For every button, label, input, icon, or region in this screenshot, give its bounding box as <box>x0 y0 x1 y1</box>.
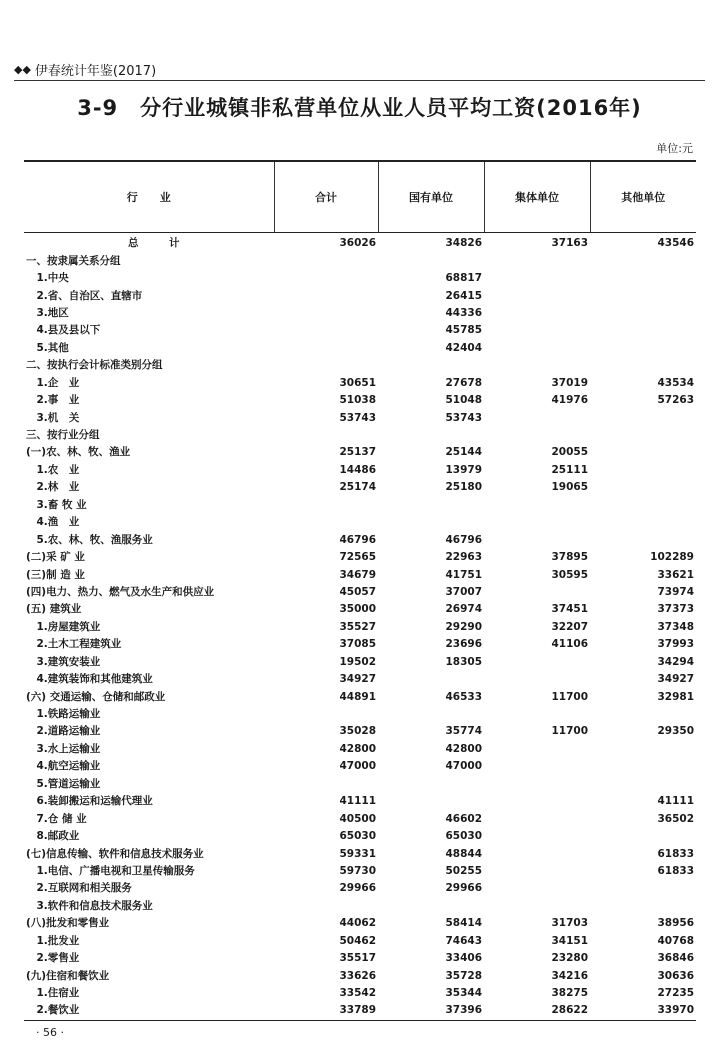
cell-other <box>590 427 696 444</box>
cell-total: 46796 <box>339 533 376 546</box>
table-row <box>24 793 696 810</box>
row-label: (五) 建筑业 <box>26 603 82 616</box>
table-row <box>24 252 696 269</box>
table-row <box>24 915 696 932</box>
row-label: 二、按执行会计标准类别分组 <box>26 359 163 372</box>
cell-other <box>590 462 696 479</box>
cell-total: 33626 <box>339 969 376 982</box>
cell-other: 36502 <box>657 812 694 825</box>
cell-state-owned: 53743 <box>445 411 482 424</box>
table-row <box>24 950 696 967</box>
table-row <box>24 845 696 862</box>
table-row <box>24 444 696 461</box>
cell-other: 41111 <box>657 795 694 808</box>
column-header-total: 合计 <box>274 161 378 233</box>
cell-collective <box>484 270 590 287</box>
cell-state-owned: 26415 <box>445 289 482 302</box>
column-header-collective: 集体单位 <box>484 161 590 233</box>
cell-other: 38956 <box>657 917 694 930</box>
cell-collective: 37451 <box>551 603 588 616</box>
cell-total: 47000 <box>339 760 376 773</box>
row-label: 5.农、林、牧、渔服务业 <box>26 533 153 546</box>
cell-state-owned: 74643 <box>445 934 482 947</box>
running-header <box>14 60 156 79</box>
row-label: (一)农、林、牧、渔业 <box>26 446 131 459</box>
cell-total <box>274 340 378 357</box>
cell-collective <box>484 793 590 810</box>
cell-state-owned: 18305 <box>445 655 482 668</box>
cell-total: 65030 <box>339 830 376 843</box>
cell-collective: 11700 <box>551 725 588 738</box>
cell-state-owned: 46602 <box>445 812 482 825</box>
cell-state-owned: 47000 <box>445 760 482 773</box>
row-label: 3.软件和信息技术服务业 <box>26 899 153 912</box>
cell-other: 36846 <box>657 952 694 965</box>
cell-total: 37085 <box>339 638 376 651</box>
cell-total <box>274 252 378 269</box>
table-row <box>24 584 696 601</box>
cell-other: 34927 <box>657 673 694 686</box>
cell-total: 45057 <box>339 585 376 598</box>
cell-state-owned <box>378 793 484 810</box>
cell-state-owned: 37007 <box>445 585 482 598</box>
cell-state-owned <box>378 497 484 514</box>
cell-state-owned: 35344 <box>445 987 482 1000</box>
table-row <box>24 828 696 845</box>
table-row <box>24 933 696 950</box>
cell-total: 40500 <box>339 812 376 825</box>
cell-other <box>590 409 696 426</box>
cell-other: 40768 <box>657 934 694 947</box>
cell-total: 19502 <box>339 655 376 668</box>
row-label: 5.其他 <box>26 341 69 354</box>
cell-total: 35527 <box>339 620 376 633</box>
row-label: 4.渔 业 <box>26 516 80 529</box>
cell-other <box>590 322 696 339</box>
cell-state-owned: 35728 <box>445 969 482 982</box>
cell-collective: 11700 <box>551 690 588 703</box>
cell-total <box>274 305 378 322</box>
cell-other: 102289 <box>650 551 694 564</box>
cell-collective: 41976 <box>551 394 588 407</box>
cell-state-owned: 46796 <box>445 533 482 546</box>
cell-other <box>590 270 696 287</box>
cell-state-owned: 65030 <box>445 830 482 843</box>
cell-total: 34679 <box>339 568 376 581</box>
table-row <box>24 270 696 287</box>
row-label: 4.航空运输业 <box>26 760 101 773</box>
cell-state-owned: 22963 <box>445 551 482 564</box>
cell-collective <box>484 357 590 374</box>
cell-total <box>274 706 378 723</box>
table-row <box>24 305 696 322</box>
cell-other: 37373 <box>657 603 694 616</box>
cell-total: 59730 <box>339 864 376 877</box>
cell-state-owned: 68817 <box>445 272 482 285</box>
cell-other <box>590 758 696 775</box>
cell-total: 35517 <box>339 952 376 965</box>
cell-other <box>590 252 696 269</box>
table-row <box>24 810 696 827</box>
cell-other: 30636 <box>657 969 694 982</box>
cell-other <box>590 741 696 758</box>
cell-state-owned: 46533 <box>445 690 482 703</box>
cell-other <box>590 514 696 531</box>
cell-collective <box>484 305 590 322</box>
table-row <box>24 898 696 915</box>
header-divider <box>14 80 705 81</box>
cell-total <box>274 514 378 531</box>
diamond-bullet-icon: ◆◆ <box>14 63 31 76</box>
cell-total: 72565 <box>339 551 376 564</box>
table-row <box>24 549 696 566</box>
cell-state-owned <box>378 427 484 444</box>
table-row <box>24 427 696 444</box>
cell-total: 59331 <box>339 847 376 860</box>
cell-state-owned: 45785 <box>445 324 482 337</box>
cell-state-owned: 27678 <box>445 376 482 389</box>
cell-collective: 37895 <box>551 551 588 564</box>
row-label: 7.仓 储 业 <box>26 812 87 825</box>
cell-total: 51038 <box>339 394 376 407</box>
cell-state-owned: 26974 <box>445 603 482 616</box>
cell-total: 35000 <box>339 603 376 616</box>
row-label: (八)批发和零售业 <box>26 917 110 930</box>
cell-total: 53743 <box>339 411 376 424</box>
table-row <box>24 619 696 636</box>
cell-collective <box>484 514 590 531</box>
cell-other <box>590 444 696 461</box>
row-label: 1.批发业 <box>26 934 80 947</box>
cell-other <box>590 287 696 304</box>
cell-total <box>274 898 378 915</box>
cell-collective <box>484 322 590 339</box>
cell-state-owned: 58414 <box>445 917 482 930</box>
cell-state-owned <box>378 252 484 269</box>
row-label: 2.道路运输业 <box>26 725 101 738</box>
cell-collective: 34216 <box>551 969 588 982</box>
table-row <box>24 287 696 304</box>
column-header-industry: 行 业 <box>24 161 274 233</box>
cell-state-owned: 37396 <box>378 1002 484 1020</box>
cell-collective <box>484 898 590 915</box>
cell-collective: 25111 <box>551 463 588 476</box>
cell-collective <box>484 252 590 269</box>
row-label: 1.企 业 <box>26 376 80 389</box>
row-label: 2.餐饮业 <box>24 1002 274 1020</box>
cell-other: 32981 <box>657 690 694 703</box>
row-label: (六) 交通运输、仓储和邮政业 <box>26 690 166 703</box>
cell-state-owned: 42404 <box>445 341 482 354</box>
table-row <box>24 723 696 740</box>
cell-total: 14486 <box>339 463 376 476</box>
row-label: (二)采 矿 业 <box>26 551 85 564</box>
cell-collective <box>484 531 590 548</box>
cell-total <box>274 497 378 514</box>
cell-total: 41111 <box>339 795 376 808</box>
table-row <box>24 409 696 426</box>
table-row <box>24 322 696 339</box>
cell-state-owned: 29290 <box>445 620 482 633</box>
table-title: 3-9 分行业城镇非私营单位从业人员平均工资(2016年) <box>77 96 642 120</box>
cell-state-owned <box>378 671 484 688</box>
row-label: 6.装卸搬运和运输代理业 <box>26 795 153 808</box>
row-label: 3.机 关 <box>26 411 80 424</box>
cell-state-owned: 13979 <box>445 463 482 476</box>
cell-other <box>590 497 696 514</box>
table-row <box>24 462 696 479</box>
table-row <box>24 497 696 514</box>
cell-total <box>274 322 378 339</box>
cell-state-owned: 33406 <box>445 952 482 965</box>
cell-collective: 28622 <box>484 1002 590 1020</box>
cell-state-owned <box>378 706 484 723</box>
row-label: (七)信息传输、软件和信息技术服务业 <box>26 847 204 860</box>
cell-collective <box>484 497 590 514</box>
cell-collective: 23280 <box>551 952 588 965</box>
unit-label: 单位:元 <box>656 142 693 155</box>
row-label: 2.省、自治区、直辖市 <box>26 289 143 302</box>
cell-other: 73974 <box>657 585 694 598</box>
cell-collective <box>484 758 590 775</box>
cell-collective: 37163 <box>551 237 588 250</box>
cell-total <box>274 357 378 374</box>
cell-total <box>274 287 378 304</box>
cell-total: 44891 <box>339 690 376 703</box>
cell-other <box>590 357 696 374</box>
cell-state-owned: 51048 <box>445 394 482 407</box>
column-header-other: 其他单位 <box>590 161 696 233</box>
table-row <box>24 985 696 1002</box>
cell-collective <box>484 340 590 357</box>
table-row <box>24 566 696 583</box>
row-label: 3.畜 牧 业 <box>26 498 87 511</box>
cell-other: 29350 <box>657 725 694 738</box>
cell-collective <box>484 776 590 793</box>
table-row <box>24 688 696 705</box>
cell-other <box>590 305 696 322</box>
table-row <box>24 514 696 531</box>
cell-state-owned <box>378 357 484 374</box>
cell-total: 42800 <box>339 742 376 755</box>
row-label: (四)电力、热力、燃气及水生产和供应业 <box>26 585 215 598</box>
table-row <box>24 654 696 671</box>
cell-collective <box>484 584 590 601</box>
cell-other <box>590 898 696 915</box>
cell-other: 33621 <box>657 568 694 581</box>
cell-other <box>590 880 696 897</box>
cell-other: 27235 <box>657 987 694 1000</box>
row-label: (三)制 造 业 <box>26 568 85 581</box>
table-row <box>24 357 696 374</box>
cell-total: 33542 <box>339 987 376 1000</box>
cell-other <box>590 776 696 793</box>
cell-state-owned: 48844 <box>445 847 482 860</box>
cell-collective: 20055 <box>551 446 588 459</box>
cell-state-owned <box>378 776 484 793</box>
cell-state-owned: 34826 <box>445 237 482 250</box>
cell-collective <box>484 287 590 304</box>
cell-other: 43534 <box>657 376 694 389</box>
cell-state-owned <box>378 898 484 915</box>
table-row <box>24 531 696 548</box>
cell-other: 37993 <box>657 638 694 651</box>
row-label: 2.土木工程建筑业 <box>26 638 122 651</box>
cell-other: 61833 <box>657 864 694 877</box>
table-row <box>24 392 696 409</box>
cell-total: 29966 <box>339 882 376 895</box>
cell-state-owned: 25144 <box>445 446 482 459</box>
cell-total <box>274 427 378 444</box>
cell-state-owned <box>378 514 484 531</box>
table-row <box>24 1002 696 1020</box>
cell-other: 37348 <box>657 620 694 633</box>
cell-total: 25137 <box>339 446 376 459</box>
cell-other: 61833 <box>657 847 694 860</box>
table-row <box>24 601 696 618</box>
table-row <box>24 880 696 897</box>
cell-collective <box>484 880 590 897</box>
table-row <box>24 758 696 775</box>
row-label: (九)住宿和餐饮业 <box>26 969 110 982</box>
cell-total: 44062 <box>339 917 376 930</box>
cell-state-owned: 25180 <box>445 481 482 494</box>
table-row <box>24 776 696 793</box>
row-label: 4.县及县以下 <box>26 324 101 337</box>
cell-total: 36026 <box>339 237 376 250</box>
cell-collective: 34151 <box>551 934 588 947</box>
cell-other <box>590 706 696 723</box>
row-label: 1.中央 <box>26 272 69 285</box>
cell-other: 34294 <box>657 655 694 668</box>
row-label: 2.零售业 <box>26 952 80 965</box>
row-label: 5.管道运输业 <box>26 777 101 790</box>
row-label: 1.农 业 <box>26 463 80 476</box>
cell-collective <box>484 863 590 880</box>
cell-collective <box>484 706 590 723</box>
table-row <box>24 340 696 357</box>
table-row <box>24 967 696 984</box>
cell-collective: 30595 <box>551 568 588 581</box>
row-label: 2.林 业 <box>26 481 80 494</box>
cell-collective: 38275 <box>551 987 588 1000</box>
cell-total: 30651 <box>339 376 376 389</box>
cell-collective: 32207 <box>551 620 588 633</box>
table-row <box>24 863 696 880</box>
table-row <box>24 375 696 392</box>
cell-other <box>590 828 696 845</box>
table-header-row <box>24 161 696 233</box>
row-label: 3.地区 <box>26 306 69 319</box>
row-label: 一、按隶属关系分组 <box>26 254 121 267</box>
cell-total: 50462 <box>339 934 376 947</box>
cell-state-owned: 35774 <box>445 725 482 738</box>
cell-collective <box>484 741 590 758</box>
cell-collective <box>484 671 590 688</box>
cell-other: 57263 <box>657 394 694 407</box>
cell-total: 25174 <box>339 481 376 494</box>
cell-collective <box>484 427 590 444</box>
row-label: 1.铁路运输业 <box>26 708 101 721</box>
row-label: 三、按行业分组 <box>26 429 100 442</box>
row-label: 1.房屋建筑业 <box>26 620 101 633</box>
cell-state-owned: 41751 <box>445 568 482 581</box>
cell-collective <box>484 828 590 845</box>
table-row <box>24 741 696 758</box>
cell-total: 33789 <box>274 1002 378 1020</box>
cell-collective <box>484 409 590 426</box>
row-label: 4.建筑装饰和其他建筑业 <box>26 673 153 686</box>
cell-other: 33970 <box>590 1002 696 1020</box>
cell-state-owned: 23696 <box>445 638 482 651</box>
cell-total <box>274 270 378 287</box>
row-label: 1.住宿业 <box>26 987 80 1000</box>
table-row <box>24 671 696 688</box>
table-row <box>24 636 696 653</box>
cell-collective <box>484 845 590 862</box>
table-body <box>24 233 696 1021</box>
cell-state-owned: 42800 <box>445 742 482 755</box>
cell-other <box>590 340 696 357</box>
cell-collective <box>484 654 590 671</box>
row-label: 总 计 <box>128 237 190 250</box>
cell-other: 43546 <box>657 237 694 250</box>
cell-collective: 37019 <box>551 376 588 389</box>
cell-state-owned: 50255 <box>445 864 482 877</box>
cell-other <box>590 531 696 548</box>
cell-state-owned: 44336 <box>445 306 482 319</box>
table-row <box>24 233 696 253</box>
cell-state-owned: 29966 <box>445 882 482 895</box>
table-row <box>24 706 696 723</box>
row-label: 3.水上运输业 <box>26 742 101 755</box>
cell-other <box>590 479 696 496</box>
row-label: 3.建筑安装业 <box>26 655 101 668</box>
row-label: 2.互联网和相关服务 <box>26 882 132 895</box>
cell-collective: 31703 <box>551 917 588 930</box>
book-title: 伊春统计年鉴(2017) <box>34 64 157 79</box>
table-row <box>24 479 696 496</box>
row-label: 1.电信、广播电视和卫星传输服务 <box>26 864 195 877</box>
cell-total <box>274 776 378 793</box>
row-label: 8.邮政业 <box>26 830 80 843</box>
cell-collective: 41106 <box>551 638 588 651</box>
wage-table <box>24 160 696 1021</box>
row-label: 2.事 业 <box>26 394 80 407</box>
cell-total: 35028 <box>339 725 376 738</box>
cell-collective: 19065 <box>551 481 588 494</box>
column-header-state-owned: 国有单位 <box>378 161 484 233</box>
page-number: · 56 · <box>36 1026 64 1039</box>
cell-total: 34927 <box>339 673 376 686</box>
cell-collective <box>484 810 590 827</box>
